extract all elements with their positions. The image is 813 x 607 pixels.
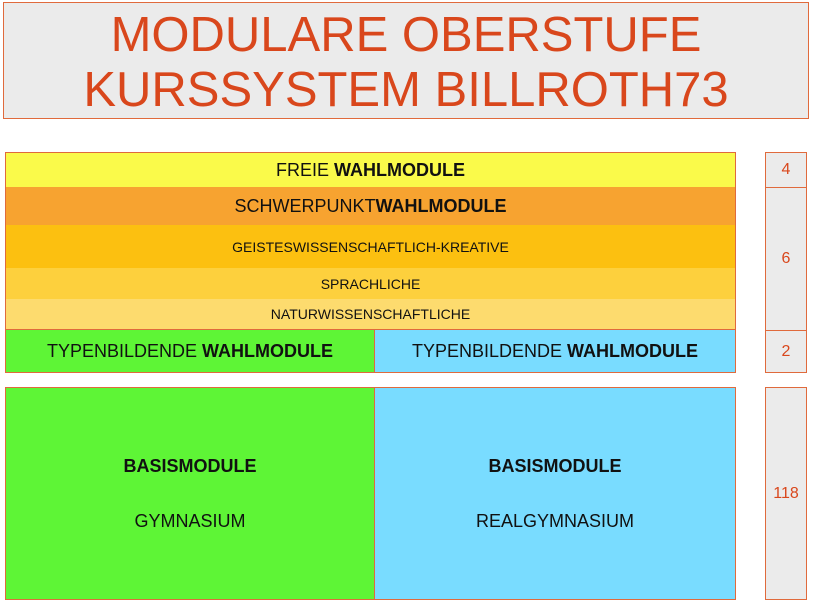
basis-left-heading: BASISMODULE (123, 455, 257, 476)
band-naturwissenschaftliche (5, 299, 736, 330)
count-typenbildende (765, 330, 807, 373)
count-freie (765, 152, 807, 188)
band-sprach-label: SPRACHLICHE (320, 275, 421, 292)
band-freie-prefix: FREIE (276, 159, 335, 180)
band-sprachliche (5, 268, 736, 299)
basis-realgymnasium (374, 387, 736, 600)
band-freie-bold: WAHLMODULE (334, 159, 465, 180)
typenbildende-right-prefix: TYPENBILDENDE (411, 340, 568, 361)
title-box (3, 2, 809, 119)
band-schwerpunkt-wahlmodule (5, 187, 736, 225)
band-geisteswissenschaftlich (5, 225, 736, 268)
band-freie-wahlmodule (5, 152, 736, 187)
count-schwerpunkt (765, 187, 807, 331)
basis-left-sub: GYMNASIUM (134, 510, 246, 531)
title-line-1: MODULARE OBERSTUFE (110, 8, 702, 62)
count-basis (765, 387, 807, 600)
count-schwerpunkt-value: 6 (781, 250, 791, 267)
count-freie-value: 4 (781, 161, 791, 178)
count-basis-value: 118 (773, 484, 799, 502)
band-schwerpunkt-prefix: SCHWERPUNKT (234, 195, 376, 216)
count-typenbildende-value: 2 (781, 342, 791, 360)
typenbildende-right-bold: WAHLMODULE (567, 340, 699, 361)
typenbildende-left-prefix: TYPENBILDENDE (46, 340, 203, 361)
basis-right-sub: REALGYMNASIUM (475, 510, 635, 531)
band-natur-label: NATURWISSENSCHAFTLICHE (270, 306, 471, 322)
typenbildende-left-bold: WAHLMODULE (202, 340, 334, 361)
basis-right-heading: BASISMODULE (488, 455, 622, 476)
typenbildende-left (5, 330, 375, 373)
band-geistes-label: GEISTESWISSENSCHAFTLICH-KREATIVE (232, 238, 509, 255)
basis-gymnasium (5, 387, 375, 600)
typenbildende-right (374, 330, 736, 373)
band-schwerpunkt-bold: WAHLMODULE (375, 195, 507, 216)
title-line-2: KURSSYSTEM BILLROTH73 (83, 63, 729, 117)
